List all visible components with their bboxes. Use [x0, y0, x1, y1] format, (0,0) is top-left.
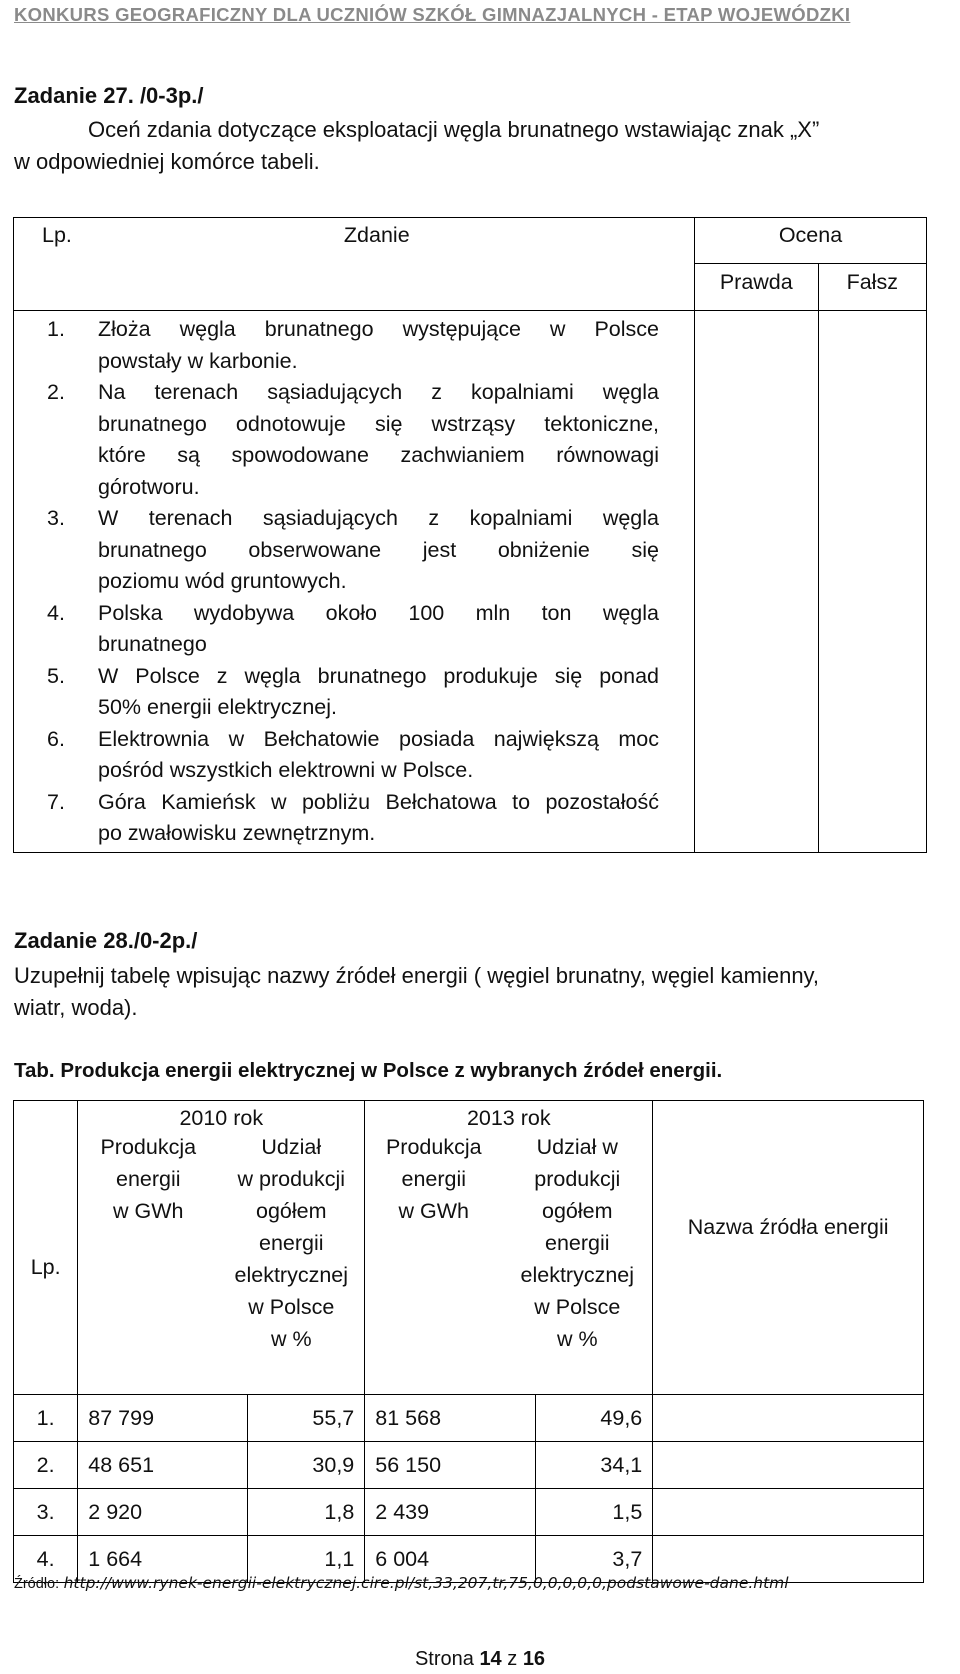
- falsz-answer-cell[interactable]: [818, 311, 926, 853]
- statement-text: [74, 598, 659, 661]
- page-number: Strona 14 z 16: [414, 1648, 546, 1670]
- source-url[interactable]: http://www.rynek-energii-elektrycznej.cire.pl/st,33,207,tr,75,0,0,0,0,0,podstawowe-dane.html: [63, 1574, 789, 1592]
- share-2010: 1,1: [248, 1536, 365, 1583]
- statement-number: 6.: [47, 726, 65, 751]
- production-2013: 56 150: [365, 1442, 536, 1489]
- statement-line: które są spowodowane zachwianiem równowagi: [98, 443, 659, 467]
- production-2010-label: Produkcja energii w GWh: [100, 1135, 197, 1223]
- statement-text: [74, 377, 659, 503]
- statement-line: brunatnego: [98, 632, 207, 656]
- statement-line: brunatnego obserwowane jest obniżenie się: [98, 537, 659, 562]
- statement-row: [14, 503, 694, 598]
- statement-row: [14, 661, 694, 724]
- share-2010: 30,9: [248, 1442, 365, 1489]
- statement-line: powstały w karbonie.: [98, 348, 298, 373]
- statement-line: górotworu.: [98, 474, 200, 499]
- year-2010-header: 2010 rok: [179, 1106, 264, 1130]
- share-2013: 3,7: [535, 1536, 652, 1583]
- statement-number: 7.: [47, 789, 65, 814]
- source-citation: [14, 1574, 789, 1593]
- statement-line: Góra Kamieńsk w pobliżu Bełchatowa to pozostałość: [98, 789, 659, 814]
- production-2010: 48 651: [78, 1442, 248, 1489]
- statement-number: 5.: [47, 663, 65, 688]
- task28-instruction-2: wiatr, woda).: [14, 995, 138, 1020]
- statement-line: Polska wydobywa około 100 mln ton węgla: [98, 600, 659, 625]
- statement-line: poziomu wód gruntowych.: [98, 569, 347, 593]
- energy-row: [14, 1442, 924, 1489]
- share-2013: 34,1: [535, 1442, 652, 1489]
- share-2010: 55,7: [248, 1395, 365, 1442]
- statement-row: [14, 598, 694, 661]
- task28-title: Zadanie 28./0-2p./: [14, 928, 198, 953]
- statement-row: [14, 314, 694, 377]
- statement-line: W Polsce z węgla brunatnego produkuje się ponad: [98, 663, 659, 688]
- source-name-cell[interactable]: [653, 1395, 924, 1442]
- col-lp-header-2: Lp.: [30, 1255, 61, 1279]
- task27-instruction-1: Oceń zdania dotyczące eksploatacji węgla brunatnego wstawiając znak „X”: [88, 117, 820, 142]
- production-2010: 1 664: [78, 1536, 248, 1583]
- production-2013-label: Produkcja energii w GWh: [385, 1135, 482, 1223]
- share-2010-label: Udział w produkcji ogółem energii elektrycznej w Polsce w %: [234, 1135, 349, 1351]
- statement-row: [14, 724, 694, 787]
- production-2013: 2 439: [365, 1489, 536, 1536]
- share-2013-label: Udział w produkcji ogółem energii elektrycznej w Polsce w %: [520, 1135, 635, 1351]
- share-2010: 1,8: [248, 1489, 365, 1536]
- statement-line: 50% energii elektrycznej.: [98, 695, 338, 719]
- task27-title: Zadanie 27. /0-3p./: [14, 83, 204, 108]
- statement-row: [14, 377, 694, 503]
- task28-instruction-1: Uzupełnij tabelę wpisując nazwy źródeł energii ( węgiel brunatny, węgiel kamienny,: [14, 963, 820, 988]
- statement-text: [74, 787, 659, 850]
- energy-row: [14, 1489, 924, 1536]
- source-name-cell[interactable]: [653, 1489, 924, 1536]
- statement-number: 4.: [47, 600, 65, 625]
- statement-row: [14, 787, 694, 850]
- production-2013: 81 568: [365, 1395, 536, 1442]
- contest-header: KONKURS GEOGRAFICZNY DLA UCZNIÓW SZKÓŁ GIMNAZJALNYCH - ETAP WOJEWÓDZKI: [14, 4, 851, 25]
- col-source-header: Nazwa źródła energii: [687, 1215, 889, 1239]
- share-2013: 49,6: [535, 1395, 652, 1442]
- production-2013: 6 004: [365, 1536, 536, 1583]
- statement-number: 3.: [47, 506, 65, 530]
- statement-text: [74, 314, 659, 377]
- share-2013: 1,5: [535, 1489, 652, 1536]
- production-2010: 2 920: [78, 1489, 248, 1536]
- row-lp: 3.: [14, 1489, 78, 1536]
- energy-rows: [14, 1395, 924, 1583]
- statement-line: po zwałowisku zewnętrznym.: [98, 821, 376, 845]
- row-lp: 1.: [14, 1395, 78, 1442]
- prawda-answer-cell[interactable]: [694, 311, 818, 853]
- statement-line: Złoża węgla brunatnego występujące w Polsce: [98, 317, 659, 341]
- col-ocena-header: Ocena: [778, 223, 843, 247]
- statement-line: pośród wszystkich elektrowni w Polsce.: [98, 758, 474, 782]
- statement-text: [74, 724, 659, 787]
- statement-line: W terenach sąsiadujących z kopalniami węgla: [98, 506, 659, 530]
- production-2010: 87 799: [78, 1395, 248, 1442]
- statement-list: [14, 314, 694, 850]
- energy-table: [13, 1100, 924, 1583]
- statement-line: brunatnego odnotowuje się wstrząsy tektoniczne,: [98, 411, 659, 436]
- statement-number: 1.: [47, 317, 65, 341]
- col-zdanie-header: Zdanie: [343, 223, 410, 247]
- col-prawda-header: Prawda: [719, 270, 793, 294]
- statement-line: Elektrownia w Bełchatowie posiada największą moc: [98, 726, 659, 751]
- statements-table: [13, 217, 927, 853]
- statement-text: [74, 503, 659, 598]
- statement-line: Na terenach sąsiadujących z kopalniami węgla: [98, 380, 659, 404]
- row-lp: 4.: [14, 1536, 78, 1583]
- source-label: Źródło:: [14, 1576, 60, 1592]
- row-lp: 2.: [14, 1442, 78, 1489]
- statement-number: 2.: [47, 380, 65, 404]
- year-2013-header: 2013 rok: [466, 1106, 551, 1130]
- col-falsz-header: Fałsz: [846, 270, 898, 294]
- table-caption: Tab. Produkcja energii elektrycznej w Polsce z wybranych źródeł energii.: [14, 1059, 723, 1082]
- source-name-cell[interactable]: [653, 1442, 924, 1489]
- energy-row: [14, 1395, 924, 1442]
- task27-instruction-2: w odpowiedniej komórce tabeli.: [14, 149, 320, 174]
- col-lp-header: Lp.: [42, 223, 72, 247]
- statement-text: [74, 661, 659, 724]
